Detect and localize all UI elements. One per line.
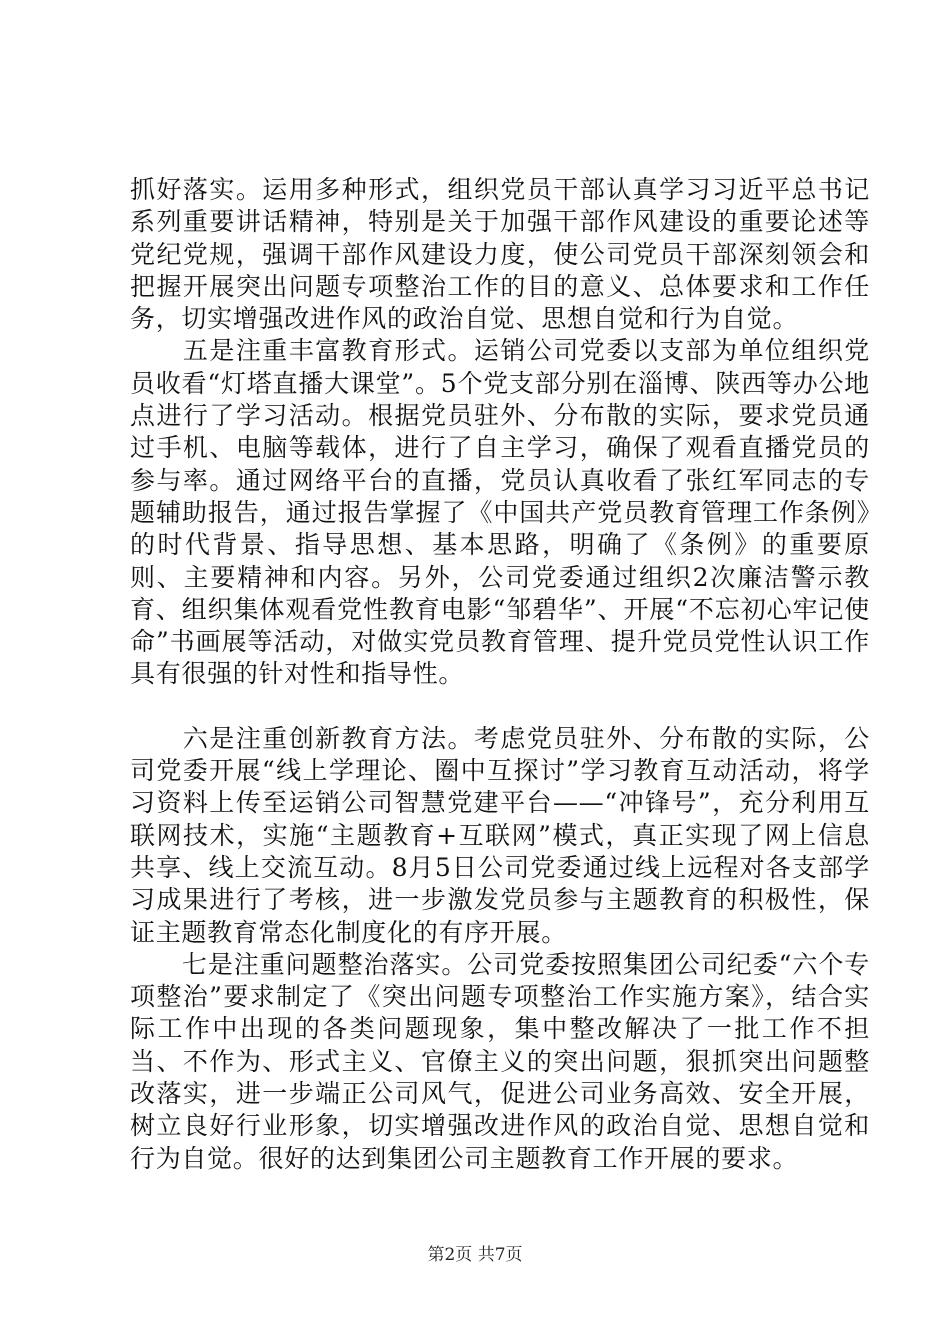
page-number-footer: 第2页 共7页 xyxy=(427,1245,523,1265)
paragraph-six: 六是注重创新教育方法。考虑党员驻外、分布散的实际，公司党委开展“线上学理论、圈中互探讨”学习教育互动活动，将学习资料上传至运销公司智慧党建平台——“冲锋号”，充分利用互联网技术，实施“主题教育+互联网”模式，真正实现了网上信息共享、线上交流互动。8月5日公司党委通过线上远程对各支部学习成果进行了考核，进一步激发党员参与主题教育的积极性，保证主题教育常态化制度化的有序开展。 xyxy=(130,723,870,947)
paragraph-intro-continuation: 抓好落实。运用多种形式，组织党员干部认真学习习近平总书记系列重要讲话精神，特别是关于加强干部作风建设的重要论述等党纪党规，强调干部作风建设力度，使公司党员干部深刻领会和把握开展突出问题专项整治工作的目的意义、总体要求和工作任务，切实增强改进作风的政治自觉、思想自觉和行为自觉。 xyxy=(130,175,870,334)
paragraph-gap xyxy=(130,691,870,723)
document-body xyxy=(130,174,870,1175)
paragraph-five: 五是注重丰富教育形式。运销公司党委以支部为单位组织党员收看“灯塔直播大课堂”。5个党支部分别在淄博、陕西等办公地点进行了学习活动。根据党员驻外、分布散的实际，要求党员通过手机、电脑等载体，进行了自主学习，确保了观看直播党员的参与率。通过网络平台的直播，党员认真收看了张红军同志的专题辅助报告，通过报告掌握了《中国共产党员教育管理工作条例》的时代背景、指导思想、基本思路，明确了《条例》的重要原则、主要精神和内容。另外，公司党委通过组织2次廉洁警示教育、组织集体观看党性教育电影“邹碧华”、开展“不忘初心牢记使命”书画展等活动，对做实党员教育管理、提升党员党性认识工作具有很强的针对性和指导性。 xyxy=(130,336,870,689)
paragraph-seven: 七是注重问题整治落实。公司党委按照集团公司纪委“六个专项整治”要求制定了《突出问题专项整治工作实施方案》，结合实际工作中出现的各类问题现象，集中整改解决了一批工作不担当、不作为、形式主义、官僚主义的突出问题，狠抓突出问题整改落实，进一步端正公司风气，促进公司业务高效、安全开展，树立良好行业形象，切实增强改进作风的政治自觉、思想自觉和行为自觉。很好的达到集团公司主题教育工作开展的要求。 xyxy=(130,949,870,1173)
